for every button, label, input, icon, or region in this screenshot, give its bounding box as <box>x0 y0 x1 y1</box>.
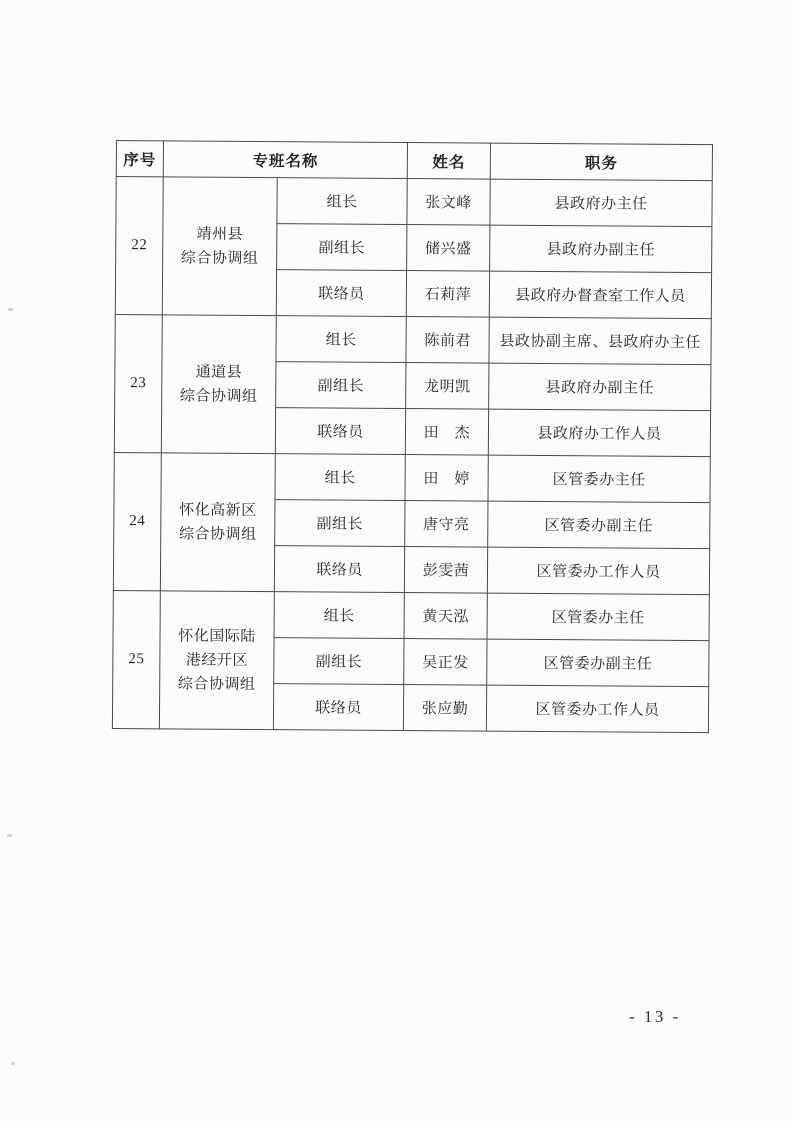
cell-member-title: 县政协副主席、县政府办主任 <box>489 317 711 365</box>
cell-member-name: 陈前君 <box>406 317 489 364</box>
cell-member-name: 吴正发 <box>404 639 487 686</box>
cell-member-name: 彭雯茜 <box>404 547 487 594</box>
cell-member-title: 区管委办工作人员 <box>487 547 709 595</box>
cell-member-name: 黄天泓 <box>404 593 487 640</box>
cell-role: 副组长 <box>276 362 406 409</box>
cell-role: 联络员 <box>273 684 403 731</box>
cell-group-index: 24 <box>113 452 161 590</box>
header-team-name: 专班名称 <box>163 141 407 179</box>
cell-member-title: 区管委办主任 <box>488 455 710 503</box>
cell-role: 联络员 <box>275 408 405 455</box>
cell-team-name: 怀化国际陆 港经开区 综合协调组 <box>159 591 274 730</box>
cell-team-name: 通道县 综合协调组 <box>161 315 276 454</box>
cell-member-title: 县政府办工作人员 <box>488 409 710 457</box>
cell-member-name: 张文峰 <box>407 179 490 226</box>
cell-member-title: 县政府办主任 <box>490 179 712 227</box>
table-header-row <box>116 141 712 181</box>
cell-member-title: 区管委办主任 <box>487 593 709 641</box>
cell-role: 联络员 <box>274 546 404 593</box>
cell-member-name: 石莉萍 <box>406 271 489 318</box>
cell-member-title: 区管委办副主任 <box>487 639 709 687</box>
cell-member-name: 张应勤 <box>403 685 486 732</box>
header-name: 姓名 <box>407 143 490 180</box>
cell-group-index: 25 <box>112 590 160 728</box>
cell-member-title: 县政府办副主任 <box>489 363 711 411</box>
cell-role: 组长 <box>274 592 404 639</box>
page-number: - 13 - <box>629 1007 681 1026</box>
cell-member-title: 县政府办副主任 <box>490 225 712 273</box>
scan-artifact <box>8 308 13 311</box>
cell-role: 副组长 <box>274 638 404 685</box>
cell-role: 组长 <box>277 178 407 225</box>
table-row <box>115 314 711 364</box>
scan-artifact <box>11 1062 15 1065</box>
table-row <box>113 590 709 640</box>
cell-member-title: 县政府办督查室工作人员 <box>489 271 711 319</box>
scan-artifact <box>7 834 12 837</box>
cell-group-index: 23 <box>114 314 162 452</box>
cell-role: 联络员 <box>276 270 406 317</box>
cell-group-index: 22 <box>115 177 163 315</box>
header-index: 序号 <box>116 141 163 177</box>
cell-member-name: 田 婷 <box>405 455 488 502</box>
table-row <box>116 177 712 227</box>
cell-member-name: 唐守亮 <box>405 501 488 548</box>
header-title: 职务 <box>490 143 712 181</box>
cell-member-name: 龙明凯 <box>406 363 489 410</box>
table-row <box>114 452 710 502</box>
cell-member-name: 田 杰 <box>405 409 488 456</box>
cell-team-name: 怀化高新区 综合协调组 <box>160 453 275 592</box>
cell-role: 组长 <box>276 316 406 363</box>
cell-member-title: 区管委办副主任 <box>488 501 710 549</box>
cell-member-name: 储兴盛 <box>407 225 490 272</box>
cell-role: 组长 <box>275 454 405 501</box>
team-roster-table <box>112 140 713 733</box>
cell-member-title: 区管委办工作人员 <box>486 685 708 733</box>
cell-team-name: 靖州县 综合协调组 <box>162 177 277 316</box>
cell-role: 副组长 <box>275 500 405 547</box>
cell-role: 副组长 <box>277 224 407 271</box>
